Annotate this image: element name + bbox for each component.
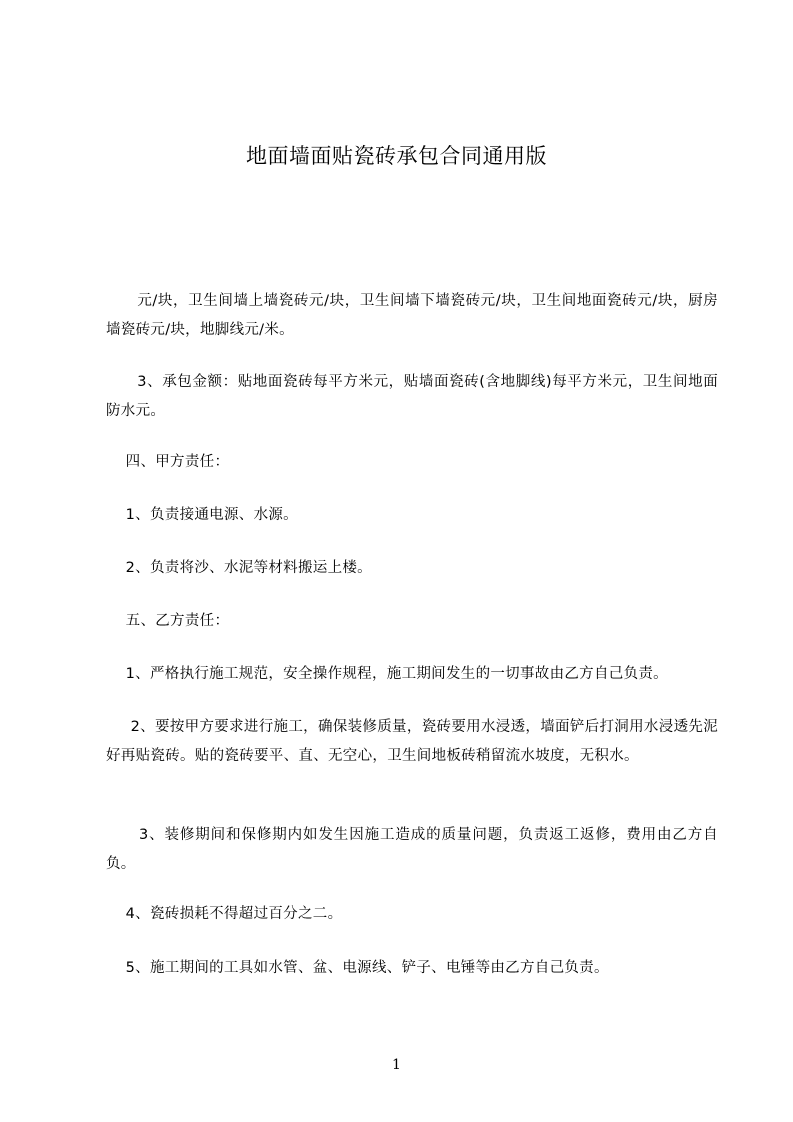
paragraph-party-b-item-3: 3、装修期间和保修期内如发生因施工造成的质量问题，负责返工返修，费用由乙方自负。 bbox=[106, 827, 718, 872]
paragraph-party-b-item-4: 4、瓷砖损耗不得超过百分之二。 bbox=[106, 906, 343, 922]
paragraph-tile-prices: 元/块，卫生间墙上墙瓷砖元/块，卫生间墙下墙瓷砖元/块，卫生间地面瓷砖元/块，厨房墙瓷砖元/块，地脚线元/米。 bbox=[106, 293, 718, 338]
paragraph-party-b-item-1: 1、严格执行施工规范，安全操作规程，施工期间发生的一切事故由乙方自己负责。 bbox=[106, 666, 668, 682]
page-number: 1 bbox=[392, 1057, 401, 1073]
paragraph-party-a-item-2: 2、负责将沙、水泥等材料搬运上楼。 bbox=[106, 560, 372, 576]
paragraph-party-a-item-1: 1、负责接通电源、水源。 bbox=[106, 507, 298, 523]
paragraph-party-b-item-2: 2、要按甲方要求进行施工，确保装修质量，瓷砖要用水浸透，墙面铲后打洞用水浸透先泥好再贴瓷砖。贴的瓷砖要平、直、无空心，卫生间地板砖稍留流水坡度，无积水。 bbox=[106, 719, 718, 764]
paragraph-contract-amount: 3、承包金额：贴地面瓷砖每平方米元，贴墙面瓷砖(含地脚线)每平方米元，卫生间地面防水元。 bbox=[106, 374, 718, 419]
paragraph-party-b-item-5: 5、施工期间的工具如水管、盆、电源线、铲子、电锤等由乙方自己负责。 bbox=[106, 960, 609, 976]
document-title: 地面墙面贴瓷砖承包合同通用版 bbox=[246, 144, 547, 168]
section-heading-party-b: 五、乙方责任： bbox=[106, 613, 230, 629]
section-heading-party-a: 四、甲方责任： bbox=[106, 454, 230, 470]
